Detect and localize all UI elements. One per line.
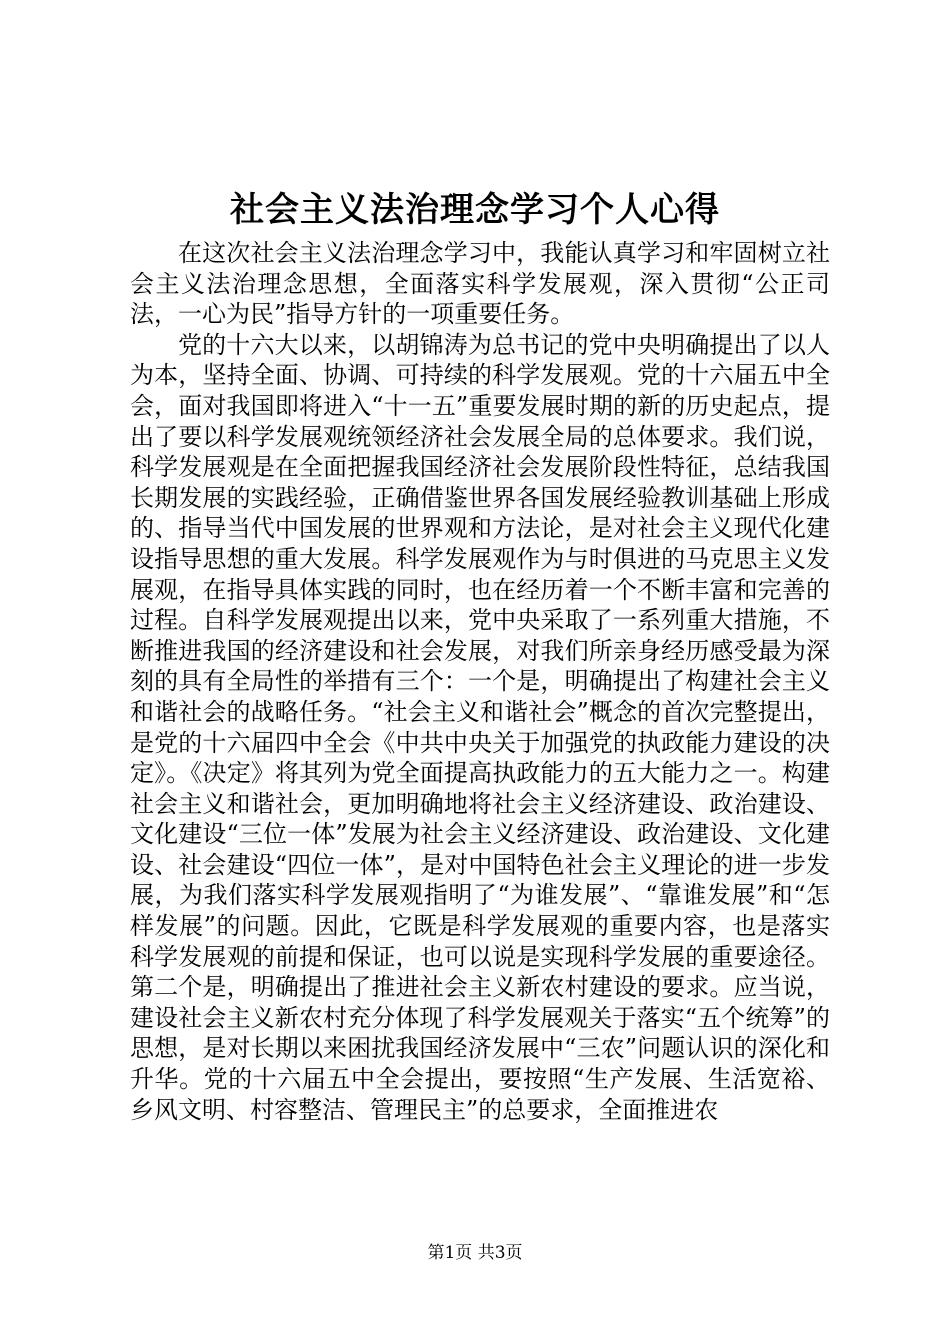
document-body	[130, 238, 830, 1125]
page-number-footer: 第1页 共3页	[427, 1243, 523, 1263]
paragraph-2: 党的十六大以来，以胡锦涛为总书记的党中央明确提出了以人为本，坚持全面、协调、可持续的科学发展观。党的十六届五中全会，面对我国即将进入“十一五”重要发展时期的新的历史起点，提出了要以科学发展观统领经济社会发展全局的总体要求。我们说，科学发展观是在全面把握我国经济社会发展阶段性特征，总结我国长期发展的实践经验，正确借鉴世界各国发展经验教训基础上形成的、指导当代中国发展的世界观和方法论，是对社会主义现代化建设指导思想的重大发展。科学发展观作为与时俱进的马克思主义发展观，在指导具体实践的同时，也在经历着一个不断丰富和完善的过程。自科学发展观提出以来，党中央采取了一系列重大措施，不断推进我国的经济建设和社会发展，对我们所亲身经历感受最为深刻的具有全局性的举措有三个：一个是，明确提出了构建社会主义和谐社会的战略任务。“社会主义和谐社会”概念的首次完整提出，是党的十六届四中全会《中共中央关于加强党的执政能力建设的决定》。《决定》将其列为党全面提高执政能力的五大能力之一。构建社会主义和谐社会，更加明确地将社会主义经济建设、政治建设、文化建设“三位一体”发展为社会主义经济建设、政治建设、文化建设、社会建设“四位一体”，是对中国特色社会主义理论的进一步发展，为我们落实科学发展观指明了“为谁发展”、“靠谁发展”和“怎样发展”的问题。因此，它既是科学发展观的重要内容，也是落实科学发展观的前提和保证，也可以说是实现科学发展的重要途径。第二个是，明确提出了推进社会主义新农村建设的要求。应当说，建设社会主义新农村充分体现了科学发展观关于落实“五个统筹”的思想，是对长期以来困扰我国经济发展中“三农”问题认识的深化和升华。党的十六届五中全会提出，要按照“生产发展、生活宽裕、乡风文明、村容整洁、管理民主”的总要求，全面推进农	[130, 330, 830, 1124]
document-title: 社会主义法治理念学习个人心得	[230, 190, 720, 230]
paragraph-1: 在这次社会主义法治理念学习中，我能认真学习和牢固树立社会主义法治理念思想，全面落实科学发展观，深入贯彻“公正司法，一心为民”指导方针的一项重要任务。	[130, 239, 830, 329]
